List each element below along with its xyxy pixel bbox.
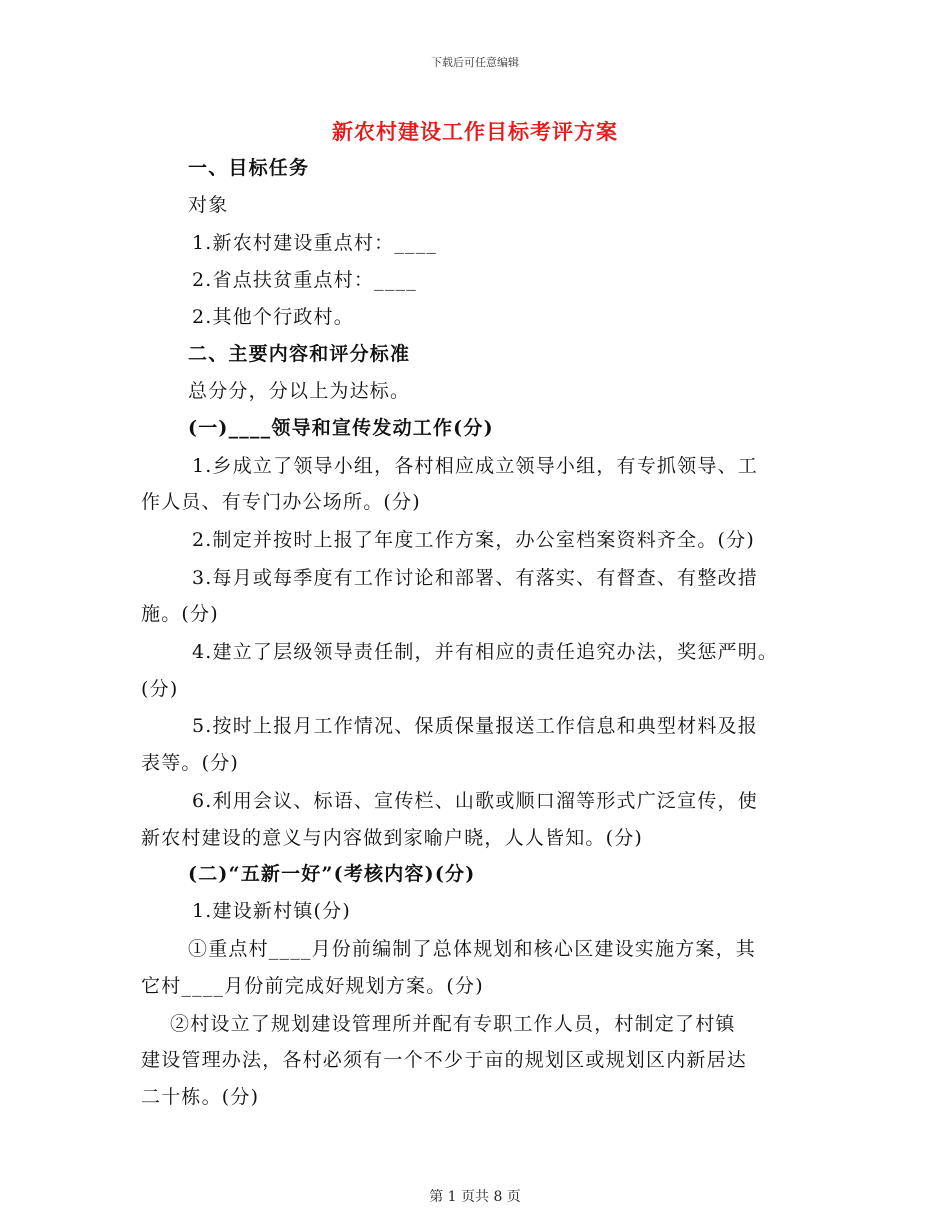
paragraph-line: 5.按时上报月工作情况、保质保量报送工作信息和典型材料及报 <box>192 715 758 737</box>
paragraph-line: 它村____月份前完成好规划方案。(分) <box>141 975 484 997</box>
section-heading-1: 一、目标任务 <box>188 157 310 179</box>
paragraph-line: 1.建设新村镇(分) <box>192 900 351 922</box>
subsection-heading-2: (二)“五新一好”(考核内容)(分) <box>188 863 476 885</box>
paragraph-line: 6.利用会议、标语、宣传栏、山歌或顺口溜等形式广泛宣传，使 <box>192 790 758 812</box>
paragraph-line: 2.省点扶贫重点村：____ <box>192 269 417 291</box>
paragraph-line: 对象 <box>188 194 229 216</box>
paragraph-line: 表等。(分) <box>141 752 240 774</box>
paragraph-line: 1.乡成立了领导小组，各村相应成立领导小组，有专抓领导、工 <box>192 455 758 477</box>
paragraph-line: 3.每月或每季度有工作讨论和部署、有落实、有督查、有整改措 <box>192 567 758 589</box>
paragraph-line: (分) <box>141 678 179 700</box>
paragraph-line: 新农村建设的意义与内容做到家喻户晓，人人皆知。(分) <box>141 827 644 849</box>
paragraph-line: ①重点村____月份前编制了总体规划和核心区建设实施方案，其 <box>188 938 757 960</box>
paragraph-line: ②村设立了规划建设管理所并配有专职工作人员，村制定了村镇 <box>170 1013 736 1035</box>
paragraph-line: 二十栋。(分) <box>141 1086 260 1108</box>
page-header: 下载后可任意编辑 <box>431 56 519 69</box>
document-title: 新农村建设工作目标考评方案 <box>332 119 618 144</box>
paragraph-line: 总分分，分以上为达标。 <box>188 380 411 402</box>
page-footer: 第 1 页共 8 页 <box>429 1189 521 1205</box>
paragraph-line: 作人员、有专门办公场所。(分) <box>141 491 421 513</box>
section-heading-2: 二、主要内容和评分标准 <box>188 343 411 365</box>
paragraph-line: 2.其他个行政村。 <box>192 306 354 328</box>
paragraph-line: 2.制定并按时上报了年度工作方案，办公室档案资料齐全。(分) <box>192 529 755 551</box>
paragraph-line: 1.新农村建设重点村：____ <box>192 232 438 254</box>
paragraph-line: 4.建立了层级领导责任制，并有相应的责任追究办法，奖惩严明。 <box>192 641 779 663</box>
paragraph-line: 建设管理办法，各村必须有一个不少于亩的规划区或规划区内新居达 <box>141 1049 748 1071</box>
paragraph-line: 施。(分) <box>141 603 219 625</box>
subsection-heading-1: (一)____领导和宣传发动工作(分) <box>188 417 494 439</box>
